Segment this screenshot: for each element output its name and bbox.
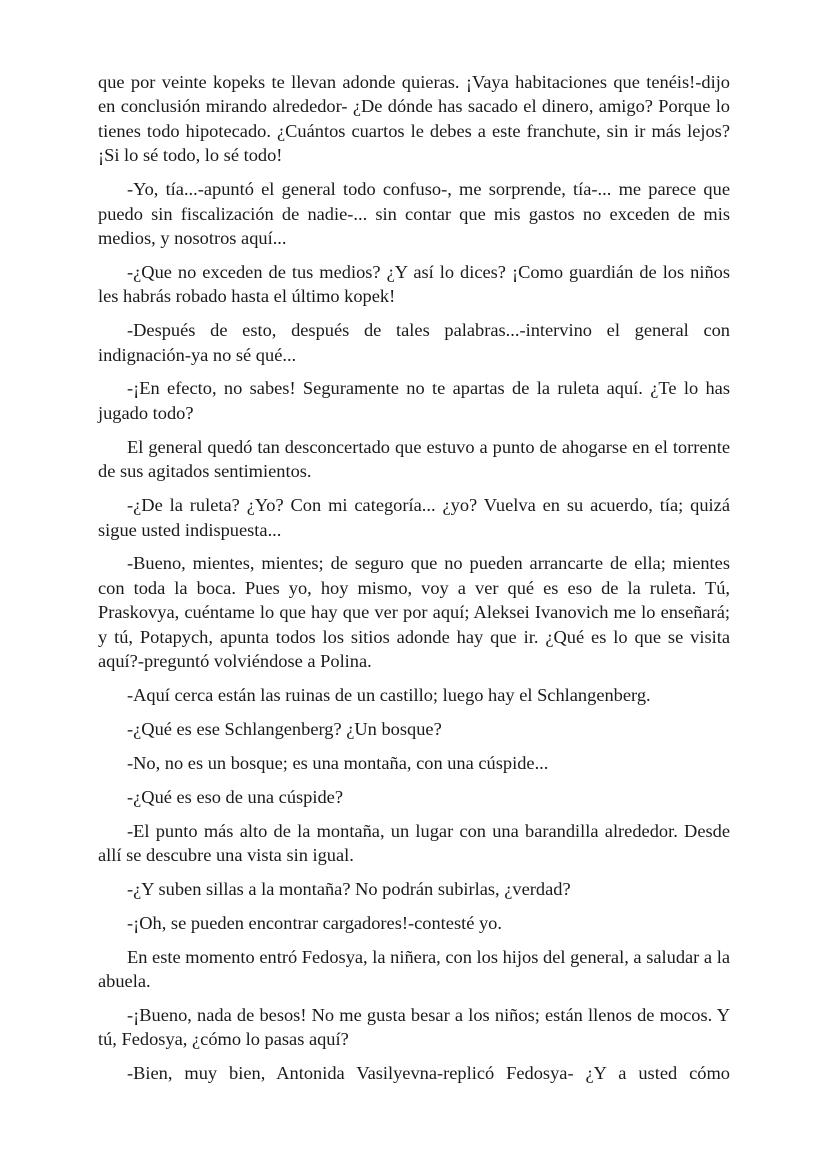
paragraph-5: -¡En efecto, no sabes! Seguramente no te apartas de la ruleta aquí. ¿Te lo has jugado todo? <box>98 378 730 423</box>
paragraph-13: -El punto más alto de la montaña, un lugar con una barandilla alrededor. Desde allí se descubre una vista sin igual. <box>98 820 730 865</box>
paragraph-2: -Yo, tía...-apuntó el general todo confuso-, me sorprende, tía-... me parece que puedo sin fiscalización de nadie-... sin contar que mis gastos no exceden de mis medios, y nosotros aquí... <box>98 179 730 248</box>
document-page <box>98 70 730 1095</box>
paragraph-1: que por veinte kopeks te llevan adonde quieras. ¡Vaya habitaciones que tenéis!-dijo en conclusión mirando alrededor- ¿De dónde has sacado el dinero, amigo? Porque lo tienes todo hipotecado. ¿Cuántos cuartos le debes a este franchute, sin ir más lejos? ¡Si lo sé todo, lo sé todo! <box>98 72 730 166</box>
paragraph-10: -¿Qué es ese Schlangenberg? ¿Un bosque? <box>127 718 442 739</box>
paragraph-18: -Bien, muy bien, Antonida Vasilyevna-replicó Fedosya- ¿Y a usted cómo <box>127 1063 730 1084</box>
paragraph-17: -¡Bueno, nada de besos! No me gusta besar a los niños; están llenos de mocos. Y tú, Fedosya, ¿cómo lo pasas aquí? <box>98 1005 730 1050</box>
paragraph-11: -No, no es un bosque; es una montaña, con una cúspide... <box>127 752 549 773</box>
paragraph-9: -Aquí cerca están las ruinas de un castillo; luego hay el Schlangenberg. <box>127 684 651 705</box>
paragraph-6: El general quedó tan desconcertado que estuvo a punto de ahogarse en el torrente de sus agitados sentimientos. <box>98 436 730 482</box>
paragraph-15: -¡Oh, se pueden encontrar cargadores!-contesté yo. <box>127 912 502 933</box>
paragraph-14: -¿Y suben sillas a la montaña? No podrán subirlas, ¿verdad? <box>127 878 571 899</box>
paragraph-12: -¿Qué es eso de una cúspide? <box>127 786 344 807</box>
paragraph-4: -Después de esto, después de tales palabras...-intervino el general con indignación-ya no sé qué... <box>98 320 730 365</box>
paragraph-8: -Bueno, mientes, mientes; de seguro que no pueden arrancarte de ella; mientes con toda la boca. Pues yo, hoy mismo, voy a ver qué es eso de la ruleta. Tú, Praskovya, cuéntame lo que hay que ver por aquí; Aleksei Ivanovich me lo enseñará; y tú, Potapych, apunta todos los sitios adonde hay que ir. ¿Qué es lo que se visita aquí?-preguntó volviéndose a Polina. <box>98 553 730 672</box>
paragraph-3: -¿Que no exceden de tus medios? ¿Y así lo dices? ¡Como guardián de los niños les habrás robado hasta el último kopek! <box>98 261 730 307</box>
paragraph-7: -¿De la ruleta? ¿Yo? Con mi categoría... ¿yo? Vuelva en su acuerdo, tía; quizá sigue usted indispuesta... <box>98 495 730 540</box>
paragraph-16: En este momento entró Fedosya, la niñera, con los hijos del general, a saludar a la abuela. <box>98 946 730 992</box>
